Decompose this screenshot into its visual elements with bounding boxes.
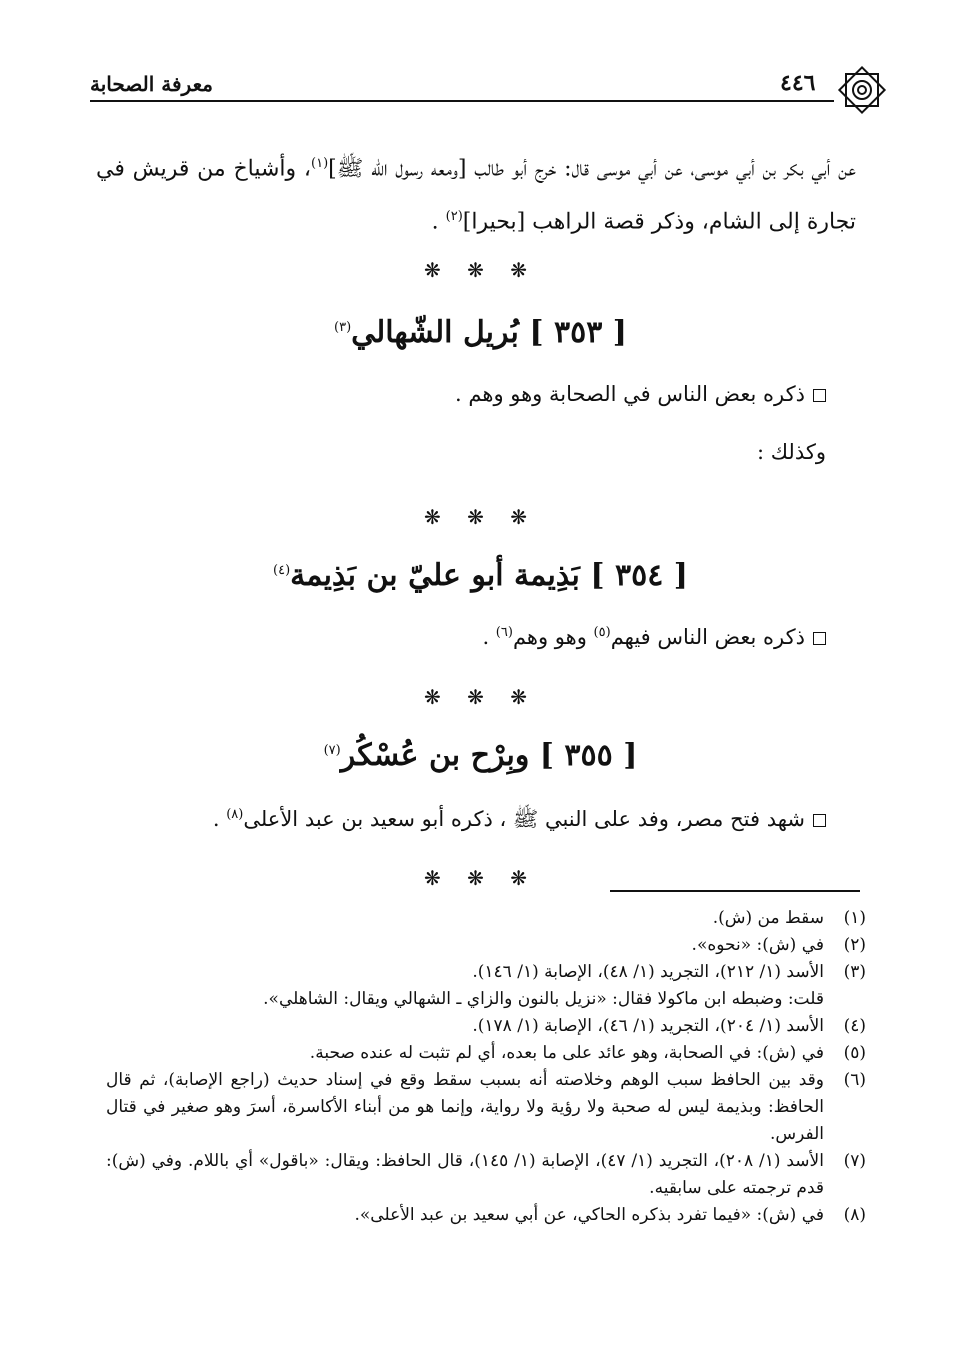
footnote-text: وقد بين الحافظ سبب الوهم وخلاصته أنه بسبب سقط وقع في إسناد حديث (راجع الإصابة)، ثم قال الحافظ: وبذيمة ليس له صحبة ولا رؤية ولا رواية، وإنما هو من أبناء الأكاسرة، أسرَ وهو صغير في قتال الفرس. <box>106 1070 824 1144</box>
footnote-ref: (٨) <box>226 807 244 822</box>
entry-body <box>106 625 826 649</box>
footnote-text: في (ش): «فيما تفرد بذكره الحاكي، عن أبي سعيد بن عبد الأعلى». <box>354 1205 824 1225</box>
header-rule <box>90 100 860 102</box>
footnote-text: الأسد (١/ ٢٠٤)، التجريد (١/ ٤٦)، الإصابة (١/ ١٧٨). <box>472 1016 824 1036</box>
footnote-ref: (٤) <box>273 563 291 578</box>
footnote-ref: (١) <box>311 156 329 171</box>
footnote-rule <box>610 890 860 892</box>
entry-body-text: وهو وهم <box>512 625 594 649</box>
footnote-item <box>106 1202 866 1229</box>
footnote-item <box>106 959 866 986</box>
footnote-item <box>106 1013 866 1040</box>
footnote-ref: (٢) <box>445 209 463 225</box>
footnote-text: في (ش): «نحوه». <box>691 935 824 955</box>
footnote-text: الأسد (١/ ٢٠٨)، التجريد (١/ ٤٧)، الإصابة (١/ ١٤٥)، قال الحافظ: ويقال: «باقول» أي باللام. وفي (ش): قدم ترجمته على سابقيه. <box>106 1151 824 1198</box>
entry-body-text: ذكره بعض الناس في الصحابة وهو وهم . <box>455 382 805 406</box>
entry-body-text: . <box>212 807 227 831</box>
entry-title-text: [ ٣٥٥ ] وبِرْح بن عُسْكُر <box>340 738 638 773</box>
footnote-text: الأسد (١/ ٢١٢)، التجريد (١/ ٤٨)، الإصابة (١/ ١٤٦). <box>472 962 824 982</box>
running-title: معرفة الصحابة <box>90 72 213 96</box>
footnote-number: (٥) <box>843 1043 866 1063</box>
section-separator: ❋ ❋ ❋ <box>424 258 537 282</box>
footnote-number: (٧) <box>843 1151 866 1171</box>
footnote-ref: (٦) <box>495 625 513 640</box>
section-separator: ❋ ❋ ❋ <box>424 685 537 709</box>
section-separator: ❋ ❋ ❋ <box>424 505 537 529</box>
footnote-item <box>106 1040 866 1067</box>
entry-title-text: [ ٣٥٤ ] بَذِيمة أبو عليّ بن بَذِيمة <box>290 558 688 593</box>
entry-title-text: [ ٣٥٣ ] بُريل الشّهالي <box>351 315 627 350</box>
footnote-number: (٣) <box>843 962 866 982</box>
footnote-item <box>106 1148 866 1202</box>
footnote-number: (٦) <box>843 1070 866 1090</box>
footnote-item <box>106 905 866 932</box>
footnote-number: (٢) <box>843 935 866 955</box>
entry-body-text: ذكره بعض الناس فيهم <box>610 625 805 649</box>
footnote-number: (٨) <box>843 1205 866 1225</box>
footnotes <box>106 905 866 1229</box>
entry-body-text: . <box>482 625 496 649</box>
square-bullet-icon <box>813 814 826 827</box>
section-separator: ❋ ❋ ❋ <box>424 866 537 890</box>
footnote-number: (٤) <box>843 1016 866 1036</box>
entry-body <box>106 806 826 837</box>
wakadhalik-text: وكذلك : <box>756 440 826 464</box>
intro-text: . <box>431 209 446 235</box>
footnote-item <box>106 1067 866 1148</box>
footnote-ref: (٧) <box>323 743 341 758</box>
entry-title <box>0 558 961 593</box>
intro-text: ، وأشياخ من قريش في تجارة إلى الشام، وذكر قصة الراهب [بحيرا] <box>96 156 856 235</box>
footnote-ref: (٥) <box>593 625 611 640</box>
star-ornament-icon <box>834 62 890 118</box>
square-bullet-icon <box>813 389 826 402</box>
footnote-text: في (ش): في الصحابة، وهو عائد على ما بعده، أي لم تثبت له عنده صحبة. <box>309 1043 824 1063</box>
footnote-ref: (٣) <box>334 320 352 335</box>
intro-text: عن أبي بكر بن أبي موسى، عن أبي موسى قال: خرج أبو طالب [ومعه رسول الله ﷺ] <box>328 156 857 182</box>
intro-paragraph <box>96 140 856 247</box>
entry-body <box>106 382 826 406</box>
footnote-text: سقط من (ش). <box>712 908 824 928</box>
footnote-item <box>106 932 866 959</box>
entry-title <box>0 315 961 350</box>
footnote-continuation: قلت: وضبطه ابن ماكولا فقال: «نزيل بالنون والزاي ـ الشهالي ويقال: الشاهلي». <box>263 989 824 1009</box>
page-number: ٤٤٦ <box>780 70 816 96</box>
entry-title <box>0 738 961 773</box>
page-header <box>90 60 860 120</box>
entry-body-text: شهد فتح مصر، وفد على النبي ﷺ ، ذكره أبو سعيد بن عبد الأعلى <box>243 807 805 831</box>
square-bullet-icon <box>813 632 826 645</box>
footnote-number: (١) <box>843 908 866 928</box>
